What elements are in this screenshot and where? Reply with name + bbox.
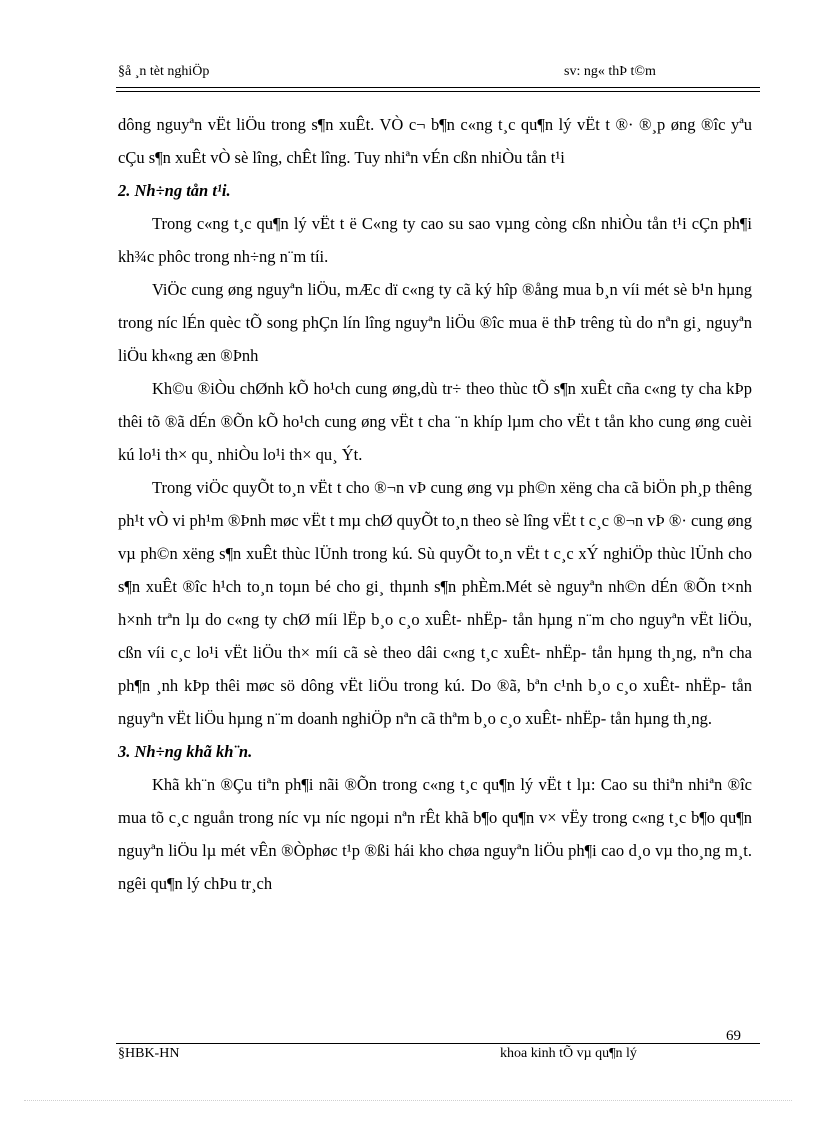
section-heading-2: 2. Nh÷ng tån t¹i.: [118, 181, 231, 200]
paragraph-4: Kh©u ®iÒu chØnh kÕ ho¹ch cung øng,dù tr÷ theo thùc tÕ s¶n xuÊt cña c«ng ty cha kÞp thêi tõ ®ã dÉn ®Õn kÕ ho¹ch cung øng vËt t cha ¨n khíp lµm cho vËt t tån kho cung øng cuèi kú lo¹i th× qu¸ nhiÒu lo¹i th× qu¸ Ýt.: [118, 379, 752, 464]
paragraph-3: ViÖc cung øng nguyªn liÖu, mÆc dï c«ng ty cã ký hîp ®ång mua b¸n víi mét sè b¹n hµng trong níc lÉn quèc tÕ song phÇn lín lîng nguyªn liÖu ®îc mua ë thÞ trêng tù do nªn gi¸ nguyªn liÖu kh«ng æn ®Þnh: [118, 280, 752, 365]
footer-left-text: §HBK-HN: [118, 1046, 180, 1061]
paragraph-2: Trong c«ng t¸c qu¶n lý vËt t ë C«ng ty cao su sao vµng còng cßn nhiÒu tån t¹i cÇn ph¶i kh¾c phôc trong nh÷ng n¨m tíi.: [118, 214, 752, 266]
body-text: [118, 108, 752, 900]
footer-right-text: khoa kinh tÕ vµ qu¶n lý: [500, 1046, 637, 1061]
section-heading-3: 3. Nh÷ng khã kh¨n.: [118, 742, 253, 761]
header-right-text: sv: ng« thÞ t©m: [564, 64, 656, 79]
header-left-text: §å ¸n tèt nghiÖp: [118, 64, 210, 79]
running-header: [118, 64, 758, 84]
header-rule-top: [116, 87, 760, 88]
page-edge-dotted-line: [24, 1100, 792, 1101]
header-rule-bottom: [116, 91, 760, 92]
running-footer: [118, 1046, 758, 1066]
paragraph-5: Trong viÖc quyÕt to¸n vËt t cho ®¬n vÞ cung øng vµ ph©n xëng cha cã biÖn ph¸p thêng ph¹t vÒ vi ph¹m ®Þnh møc vËt t mµ chØ quyÕt to¸n theo sè lîng vËt t c¸c ®¬n vÞ ®· cung øng vµ ph©n xëng s¶n xuÊt thùc lÜnh trong kú. Sù quyÕt to¸n vËt t c¸c xÝ nghiÖp thùc lÜnh cho s¶n xuÊt ®îc h¹ch to¸n toµn bé cho gi¸ thµnh s¶n phÈm.Mét sè nguyªn nh©n dÉn ®Õn t×nh h×nh trªn lµ do c«ng ty chØ míi lËp b¸o c¸o xuÊt- nhËp- tån hµng n¨m cho nguyªn vËt liÖu, cßn víi c¸c lo¹i vËt liÖu th× míi cã sè theo dâi c«ng t¸c xuÊt- nhËp- tån hµng th¸ng, nªn cha ph¶n ¸nh kÞp thêi møc sö dông vËt liÖu trong kú. Do ®ã, bªn c¹nh b¸o c¸o xuÊt- nhËp- tån nguyªn vËt liÖu hµng n¨m doanh nghiÖp nªn cã thªm b¸o c¸o xuÊt- nhËp- tån hµng th¸ng.: [118, 478, 752, 728]
page-number: 69: [726, 1028, 741, 1044]
footer-rule: [116, 1043, 760, 1044]
paragraph-6: Khã kh¨n ®Çu tiªn ph¶i nãi ®Õn trong c«ng t¸c qu¶n lý vËt t lµ: Cao su thiªn nhiªn ®îc mua tõ c¸c nguån trong níc vµ níc ngoµi nªn rÊt khã b¶o qu¶n v× vËy trong c«ng t¸c b¶o qu¶n nguyªn liÖu lµ mét vÊn ®Òphøc t¹p ®ßi hái kho chøa nguyªn liÖu ph¶i cao d¸o vµ tho¸ng m¸t. ngêi qu¶n lý chÞu tr¸ch: [118, 775, 752, 893]
paragraph-1: dông nguyªn vËt liÖu trong s¶n xuÊt. VÒ c¬ b¶n c«ng t¸c qu¶n lý vËt t ®· ®¸p øng ®îc yªu cÇu s¶n xuÊt vÒ sè lîng, chÊt lîng. Tuy nhiªn vÉn cßn nhiÒu tån t¹i: [118, 115, 752, 167]
